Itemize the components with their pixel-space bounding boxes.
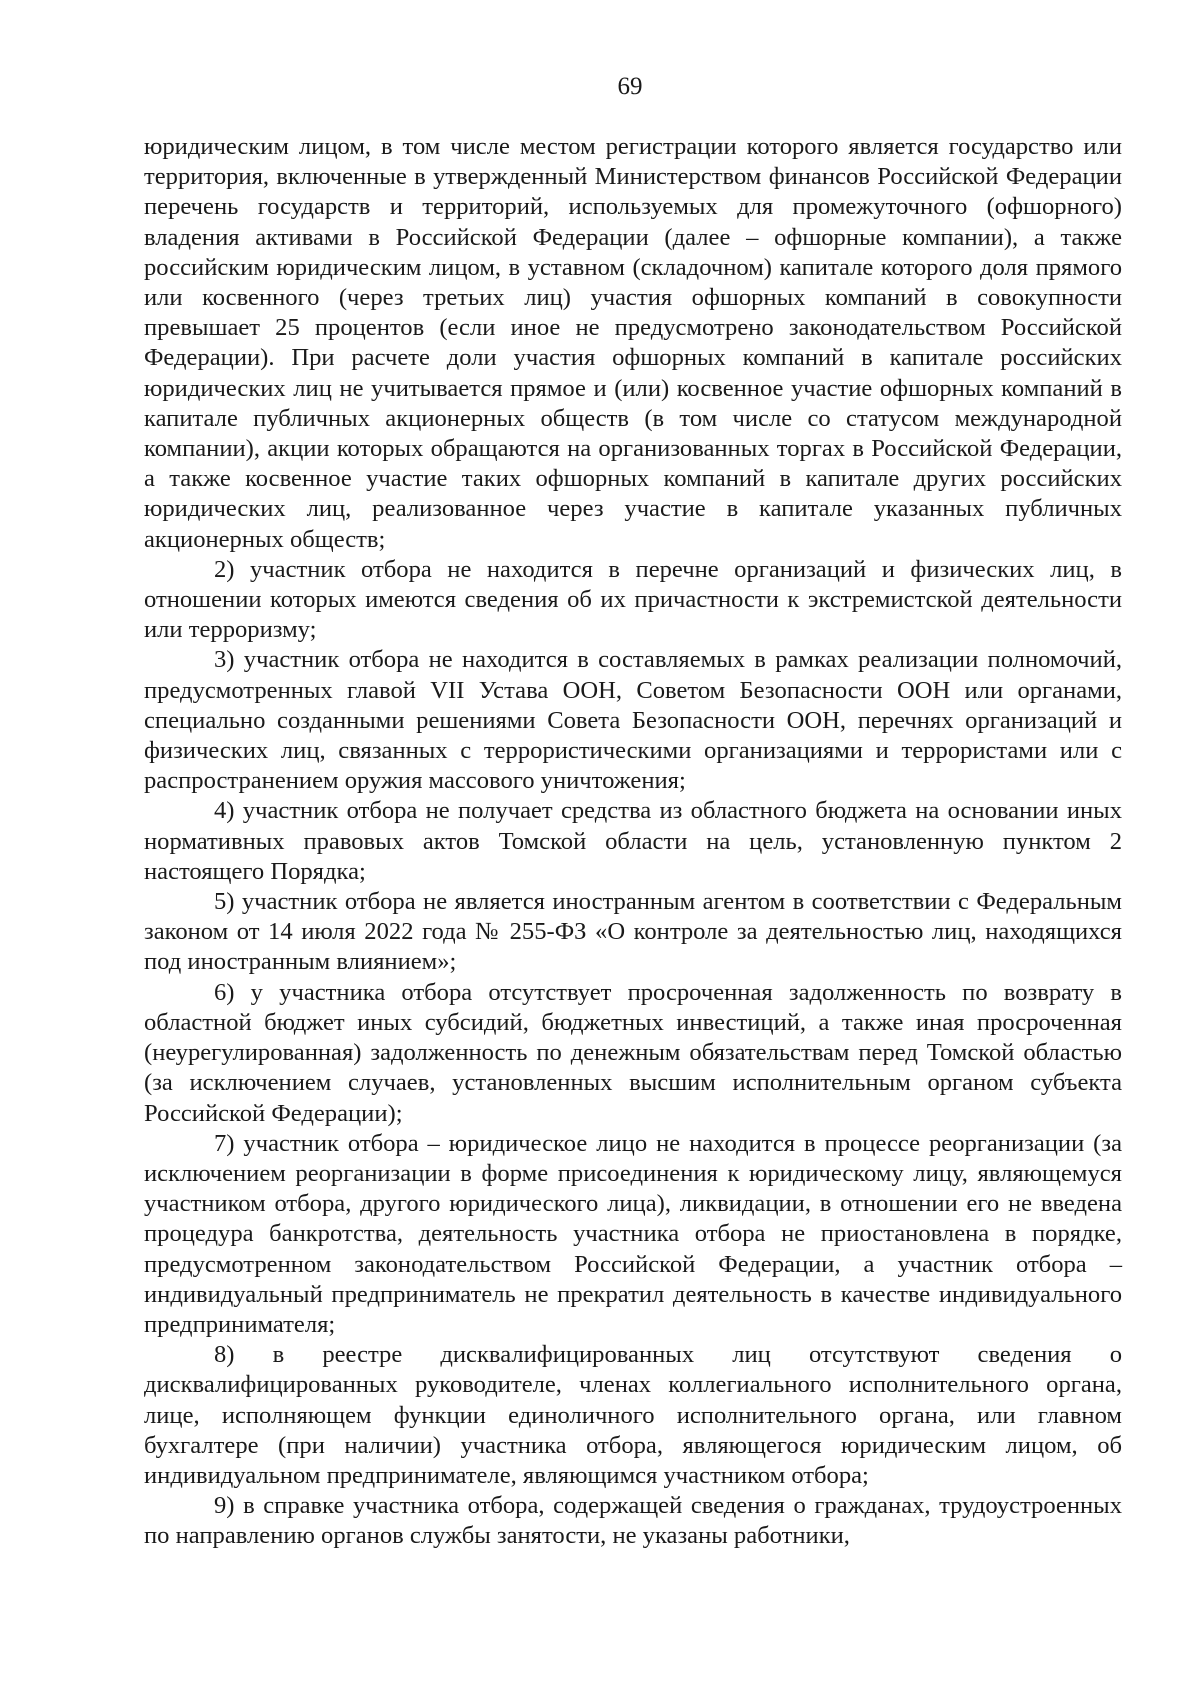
paragraph-item-4: 4) участник отбора не получает средства из областного бюджета на основании иных нормативных правовых актов Томской области на цель, установленную пунктом 2 настоящего Порядка; <box>144 797 1122 885</box>
document-body <box>144 132 1122 1552</box>
paragraph-item-6: 6) у участника отбора отсутствует просроченная задолженность по возврату в областной бюджет иных субсидий, бюджетных инвестиций, а также иная просроченная (неурегулированная) задолженность по денежным обязательствам перед Томской областью (за исключением случаев, установленных высшим исполнительным органом субъекта Российской Федерации); <box>144 978 1122 1127</box>
paragraph-item-9: 9) в справке участника отбора, содержащей сведения о гражданах, трудоустроенных по направлению органов службы занятости, не указаны работники, <box>144 1492 1122 1550</box>
page-number: 69 <box>617 73 643 100</box>
paragraph-item-5: 5) участник отбора не является иностранным агентом в соответствии с Федеральным законом от 14 июля 2022 года № 255-ФЗ «О контроле за деятельностью лиц, находящихся под иностранным влиянием»; <box>144 888 1122 976</box>
paragraph-item-2: 2) участник отбора не находится в перечне организаций и физических лиц, в отношении которых имеются сведения об их причастности к экстремистской деятельности или терроризму; <box>144 555 1122 644</box>
paragraph-item-3: 3) участник отбора не находится в составляемых в рамках реализации полномочий, предусмотренных главой VII Устава ООН, Советом Безопасности ООН или органами, специально созданными решениями Совета Безопасности ООН, перечнях организаций и физических лиц, связанных с террористическими организациями и террористами или с распространением оружия массового уничтожения; <box>144 646 1122 795</box>
paragraph-item-7: 7) участник отбора – юридическое лицо не находится в процессе реорганизации (за исключением реорганизации в форме присоединения к юридическому лицу, являющемуся участником отбора, другого юридического лица), ликвидации, в отношении его не введена процедура банкротства, деятельность участника отбора не приостановлена в порядке, предусмотренном законодательством Российской Федерации, а участник отбора – индивидуальный предприниматель не прекратил деятельность в качестве индивидуального предпринимателя; <box>144 1129 1122 1338</box>
paragraph-continuation: юридическим лицом, в том числе местом регистрации которого является государство или территория, включенные в утвержденный Министерством финансов Российской Федерации перечень государств и территорий, используемых для промежуточного (офшорного) владения активами в Российской Федерации (далее – офшорные компании), а также российским юридическим лицом, в уставном (складочном) капитале которого доля прямого или косвенного (через третьих лиц) участия офшорных компаний в совокупности превышает 25 процентов (если иное не предусмотрено законодательством Российской Федерации). При расчете доли участия офшорных компаний в капитале российских юридических лиц не учитывается прямое и (или) косвенное участие офшорных компаний в капитале публичных акционерных обществ (в том числе со статусом международной компании), акции которых обращаются на организованных торгах в Российской Федерации, а также косвенное участие таких офшорных компаний в капитале других российских юридических лиц, реализованное через участие в капитале указанных публичных акционерных обществ; <box>144 133 1122 553</box>
paragraph-item-8: 8) в реестре дисквалифицированных лиц отсутствуют сведения о дисквалифицированных руководителе, членах коллегиального исполнительного органа, лице, исполняющем функции единоличного исполнительного органа, или главном бухгалтере (при наличии) участника отбора, являющегося юридическим лицом, об индивидуальном предпринимателе, являющимся участником отбора; <box>144 1341 1122 1489</box>
